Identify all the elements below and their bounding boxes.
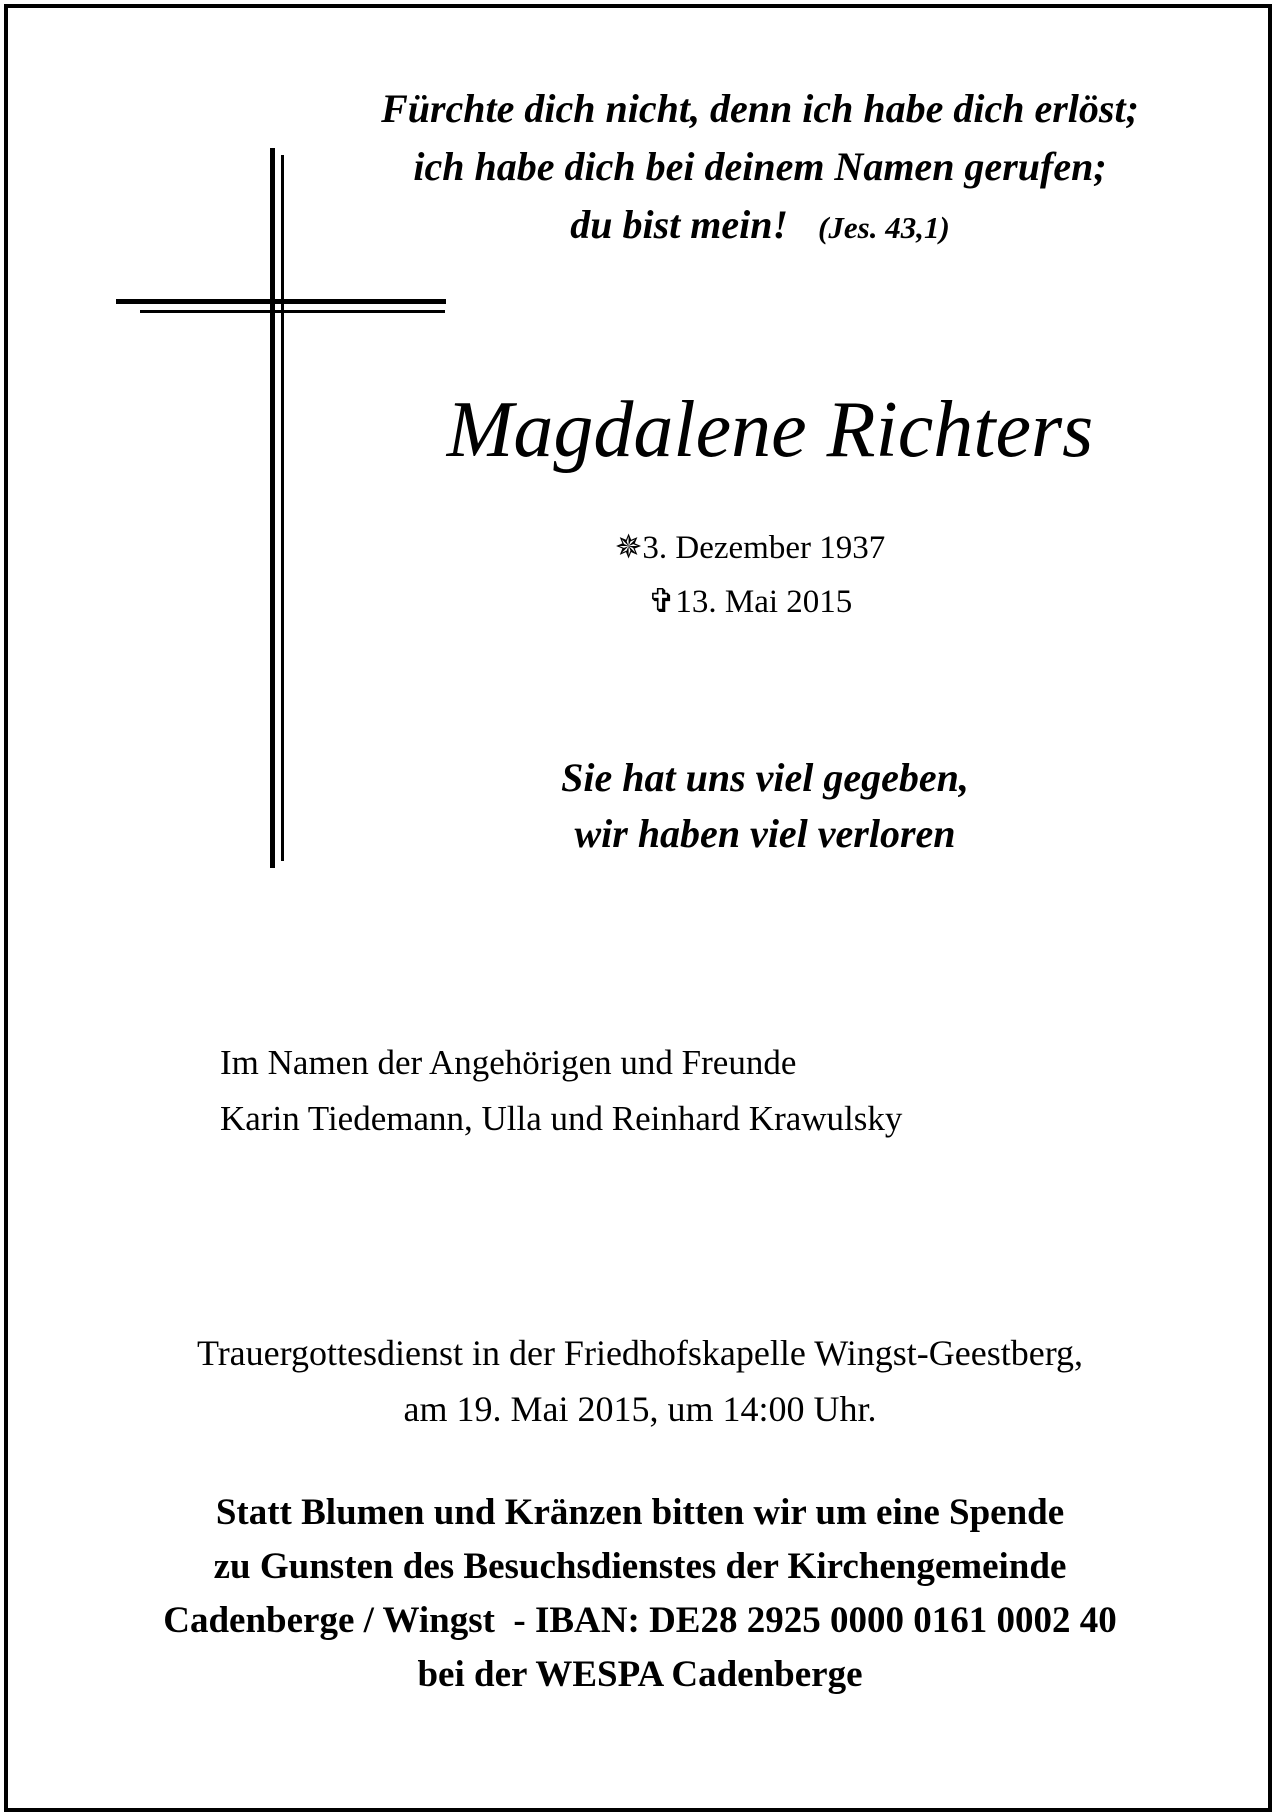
cross-horizontal-bar <box>116 299 446 304</box>
donation-request <box>60 1486 1220 1702</box>
verse-line-text: du bist mein! <box>570 202 789 247</box>
verse-line: ich habe dich bei deinem Namen gerufen; <box>413 144 1107 189</box>
donation-line: zu Gunsten des Besuchsdienstes der Kirchengemeinde <box>213 1546 1067 1587</box>
verse-line-last <box>300 196 1220 257</box>
cross-vertical-bar <box>270 148 275 868</box>
verse-reference: (Jes. 43,1) <box>818 210 950 245</box>
donation-line: Cadenberge / Wingst - IBAN: DE28 2925 0000 0161 0002 40 <box>163 1600 1117 1641</box>
quote-line: wir haben viel verloren <box>574 811 956 856</box>
verse-line: Fürchte dich nicht, denn ich habe dich erlöst; <box>381 86 1139 131</box>
service-line: Trauergottesdienst in der Friedhofskapelle Wingst-Geestberg, <box>196 1333 1084 1373</box>
donation-line: bei der WESPA Cadenberge <box>417 1654 863 1695</box>
cross-vertical-bar-inner <box>281 155 284 861</box>
life-dates <box>520 521 980 629</box>
death-date: ✞13. Mai 2015 <box>647 584 853 620</box>
family-signature <box>220 1035 1160 1147</box>
donation-line: Statt Blumen und Kränzen bitten wir um eine Spende <box>215 1492 1065 1533</box>
cross-horizontal-bar-inner <box>140 310 445 313</box>
funeral-service-info <box>80 1325 1200 1437</box>
birth-date: ✵3. Dezember 1937 <box>614 530 886 566</box>
family-line: Karin Tiedemann, Ulla und Reinhard Krawulsky <box>220 1099 903 1138</box>
memorial-quote <box>470 750 1060 862</box>
bible-verse <box>300 80 1220 257</box>
service-line: am 19. Mai 2015, um 14:00 Uhr. <box>403 1389 877 1429</box>
family-line: Im Namen der Angehörigen und Freunde <box>220 1043 797 1082</box>
quote-line: Sie hat uns viel gegeben, <box>561 755 969 800</box>
deceased-name: Magdalene Richters <box>446 386 1094 474</box>
